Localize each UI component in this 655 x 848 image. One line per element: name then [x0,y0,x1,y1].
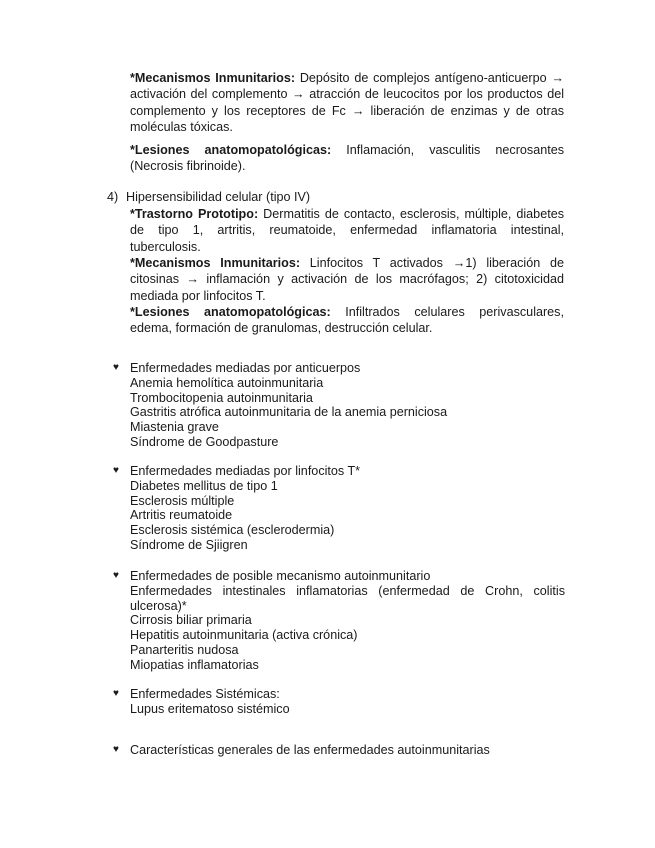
heart-icon: ♥ [113,362,119,373]
paragraph-mecanismos-iv: *Mecanismos Inmunitarios: Linfocitos T activados →1) liberación de citosinas → inflamación y activación de los macrófagos; 2) citotoxicidad mediada por linfocitos T. [130,256,564,303]
list-item: Síndrome de Sjiigren [130,537,248,552]
list-item: Miopatias inflamatorias [130,657,259,672]
label-trastorno: *Trastorno Prototipo: [130,207,259,221]
label-mecanismos: *Mecanismos Inmunitarios: [130,256,301,270]
list-item: Esclerosis múltiple [130,493,235,508]
paragraph-mecanismos-iii: *Mecanismos Inmunitarios: Depósito de complejos antígeno-anticuerpo → activación del complemento → atracción de leucocitos por los productos del complemento y los receptores de Fc → liberación de enzimas y de otras moléculas tóxicas. [130,71,564,134]
group-title: ♥ Características generales de las enfermedades autoinmunitarias [113,743,490,757]
list-item: Cirrosis biliar primaria [130,613,252,628]
paragraph-trastorno: *Trastorno Prototipo: Dermatitis de contacto, esclerosis, múltiple, diabetes de tipo 1, artritis, reumatoide, enfermedad inflamatoria intestinal, tuberculosis. [130,207,564,254]
group-title: ♥ Enfermedades mediadas por anticuerpos [113,361,361,375]
list-item: Esclerosis sistémica (esclerodermia) [130,523,335,538]
bullet-group [115,464,565,553]
paragraph-lesiones-iii: *Lesiones anatomopatológicas: Inflamación, vasculitis necrosantes (Necrosis fibrinoide). [130,143,564,174]
paragraph-lesiones-iv: *Lesiones anatomopatológicas: Infiltrados celulares perivasculares, edema, formación de granulomas, destrucción celular. [130,305,564,336]
label-lesiones: *Lesiones anatomopatológicas: [130,305,331,319]
list-item: Gastritis atrófica autoinmunitaria de la anemia perniciosa [130,405,448,420]
list-item: Anemia hemolítica autoinmunitaria [130,375,324,390]
label-lesiones: *Lesiones anatomopatológicas: [130,143,332,157]
heart-icon: ♥ [113,570,119,581]
list-item: ulcerosa)* [130,598,187,613]
heart-icon: ♥ [113,744,119,755]
section-title: Hipersensibilidad celular (tipo IV) [126,190,311,204]
label-mecanismos: *Mecanismos Inmunitarios: [130,71,296,85]
bullet-group [115,743,565,758]
list-item: Miastenia grave [130,420,219,435]
bullet-group [115,361,565,450]
group-title: ♥ Enfermedades de posible mecanismo autoinmunitario [113,569,431,583]
section-number: 4) [107,190,119,204]
bullet-group [115,569,565,673]
list-item: Trombocitopenia autoinmunitaria [130,390,313,405]
list-item: Panarteritis nudosa [130,642,239,657]
list-item: Hepatitis autoinmunitaria (activa crónica) [130,628,358,643]
list-item: Artritis reumatoide [130,508,233,523]
list-item: Lupus eritematoso sistémico [130,701,290,716]
heart-icon: ♥ [113,688,119,699]
group-title: ♥ Enfermedades Sistémicas: [113,687,280,701]
list-item: Síndrome de Goodpasture [130,434,279,449]
heart-icon: ♥ [113,465,119,476]
bullet-group [115,687,565,717]
list-item: Enfermedades intestinales inflamatorias (enfermedad de Crohn, colitis [130,583,565,598]
group-title: ♥ Enfermedades mediadas por linfocitos T* [113,464,361,478]
list-item: Diabetes mellitus de tipo 1 [130,478,278,493]
